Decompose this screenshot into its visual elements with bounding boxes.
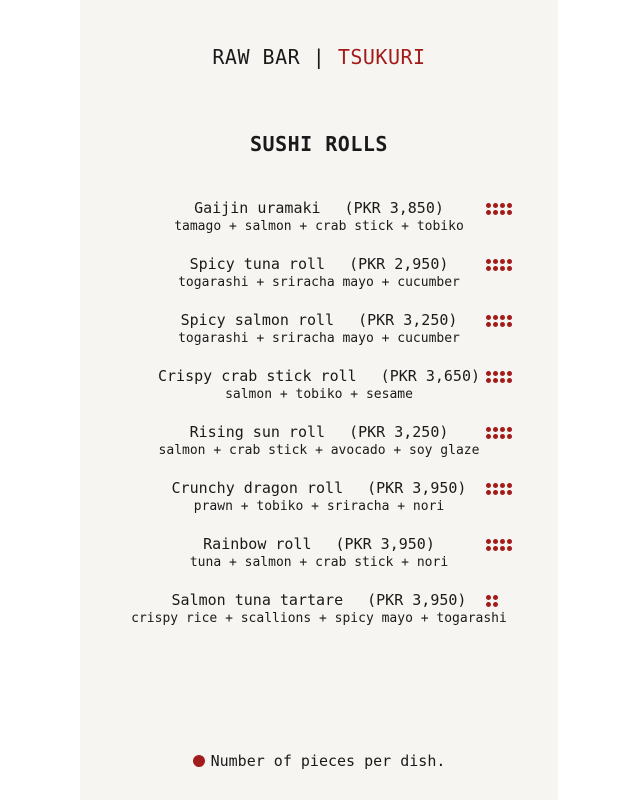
piece-dot bbox=[507, 315, 512, 320]
piece-dot bbox=[493, 322, 498, 327]
piece-dot bbox=[500, 490, 505, 495]
piece-dot bbox=[486, 483, 491, 488]
piece-dot bbox=[493, 259, 498, 264]
item-description: salmon + tobiko + sesame bbox=[225, 387, 413, 402]
piece-dot bbox=[493, 378, 498, 383]
piece-dot bbox=[486, 595, 491, 600]
piece-dot bbox=[500, 210, 505, 215]
item-description: tuna + salmon + crab stick + nori bbox=[189, 555, 449, 570]
item-price: (PKR 3,650) bbox=[380, 367, 481, 385]
item-name: Spicy tuna roll bbox=[189, 255, 326, 273]
pieces-dots-icon bbox=[486, 595, 516, 609]
piece-dot bbox=[486, 602, 491, 607]
pieces-dots-icon bbox=[486, 371, 516, 385]
piece-dot bbox=[493, 203, 498, 208]
piece-dot bbox=[493, 595, 498, 600]
piece-dot bbox=[493, 483, 498, 488]
legend bbox=[80, 752, 558, 770]
item-name: Crunchy dragon roll bbox=[171, 479, 344, 497]
item-description: prawn + tobiko + sriracha + nori bbox=[193, 499, 445, 514]
item-name: Gaijin uramaki bbox=[194, 199, 321, 217]
item-description: togarashi + sriracha mayo + cucumber bbox=[178, 275, 460, 290]
piece-dot bbox=[500, 483, 505, 488]
item-name: Rising sun roll bbox=[189, 423, 326, 441]
piece-dot bbox=[493, 315, 498, 320]
item-description: togarashi + sriracha mayo + cucumber bbox=[178, 331, 460, 346]
piece-dot bbox=[500, 539, 505, 544]
pieces-dots-icon bbox=[486, 427, 516, 441]
pieces-dots-icon bbox=[486, 259, 516, 273]
piece-dot bbox=[486, 371, 491, 376]
piece-dot bbox=[500, 266, 505, 271]
piece-dot bbox=[500, 546, 505, 551]
header-raw-bar: RAW BAR bbox=[212, 45, 301, 69]
piece-dot bbox=[500, 378, 505, 383]
piece-dot bbox=[507, 266, 512, 271]
item-description: crispy rice + scallions + spicy mayo + togarashi bbox=[131, 611, 507, 626]
piece-dot bbox=[507, 322, 512, 327]
piece-dot bbox=[493, 602, 498, 607]
piece-dot bbox=[486, 539, 491, 544]
item-name: Rainbow roll bbox=[203, 535, 312, 553]
piece-dot bbox=[507, 371, 512, 376]
piece-dot bbox=[500, 315, 505, 320]
section-title: SUSHI ROLLS bbox=[250, 132, 388, 156]
piece-dot bbox=[507, 490, 512, 495]
piece-dot bbox=[507, 546, 512, 551]
piece-dot bbox=[486, 378, 491, 383]
piece-dot bbox=[500, 203, 505, 208]
piece-dot bbox=[493, 210, 498, 215]
piece-dot bbox=[486, 315, 491, 320]
item-price: (PKR 3,850) bbox=[344, 199, 444, 217]
piece-dot bbox=[500, 259, 505, 264]
item-price: (PKR 3,950) bbox=[335, 535, 435, 553]
piece-dot bbox=[486, 490, 491, 495]
item-price: (PKR 2,950) bbox=[349, 255, 449, 273]
piece-dot bbox=[493, 371, 498, 376]
piece-dot bbox=[486, 203, 491, 208]
piece-dot bbox=[507, 483, 512, 488]
piece-dot bbox=[500, 371, 505, 376]
item-description: tamago + salmon + crab stick + tobiko bbox=[174, 219, 464, 234]
item-price: (PKR 3,250) bbox=[349, 423, 449, 441]
piece-dot bbox=[507, 259, 512, 264]
piece-dot bbox=[486, 210, 491, 215]
header-separator: | bbox=[312, 45, 326, 69]
piece-dot bbox=[507, 203, 512, 208]
piece-dot bbox=[493, 427, 498, 432]
item-name: Salmon tuna tartare bbox=[171, 591, 344, 609]
piece-dot bbox=[493, 539, 498, 544]
legend-dot-icon bbox=[193, 755, 205, 767]
piece-dot bbox=[493, 490, 498, 495]
item-description: salmon + crab stick + avocado + soy glaze bbox=[158, 443, 480, 458]
header-tsukuri: TSUKURI bbox=[337, 45, 426, 69]
menu-page bbox=[80, 0, 558, 800]
piece-dot bbox=[500, 427, 505, 432]
piece-dot bbox=[507, 378, 512, 383]
piece-dot bbox=[507, 539, 512, 544]
item-price: (PKR 3,950) bbox=[367, 479, 467, 497]
piece-dot bbox=[486, 259, 491, 264]
legend-text: Number of pieces per dish. bbox=[210, 752, 446, 770]
item-name: Crispy crab stick roll bbox=[157, 367, 357, 385]
item-name: Spicy salmon roll bbox=[180, 311, 335, 329]
piece-dot bbox=[500, 434, 505, 439]
piece-dot bbox=[486, 322, 491, 327]
piece-dot bbox=[486, 427, 491, 432]
pieces-dots-icon bbox=[486, 203, 516, 217]
piece-dot bbox=[507, 434, 512, 439]
piece-dot bbox=[493, 434, 498, 439]
menu-header bbox=[80, 45, 558, 69]
piece-dot bbox=[486, 266, 491, 271]
pieces-dots-icon bbox=[486, 539, 516, 553]
piece-dot bbox=[507, 210, 512, 215]
piece-dot bbox=[486, 434, 491, 439]
piece-dot bbox=[507, 427, 512, 432]
piece-dot bbox=[493, 266, 498, 271]
piece-dot bbox=[500, 322, 505, 327]
item-price: (PKR 3,250) bbox=[358, 311, 458, 329]
piece-dot bbox=[493, 546, 498, 551]
pieces-dots-icon bbox=[486, 315, 516, 329]
item-price: (PKR 3,950) bbox=[367, 591, 467, 609]
piece-dot bbox=[486, 546, 491, 551]
pieces-dots-icon bbox=[486, 483, 516, 497]
